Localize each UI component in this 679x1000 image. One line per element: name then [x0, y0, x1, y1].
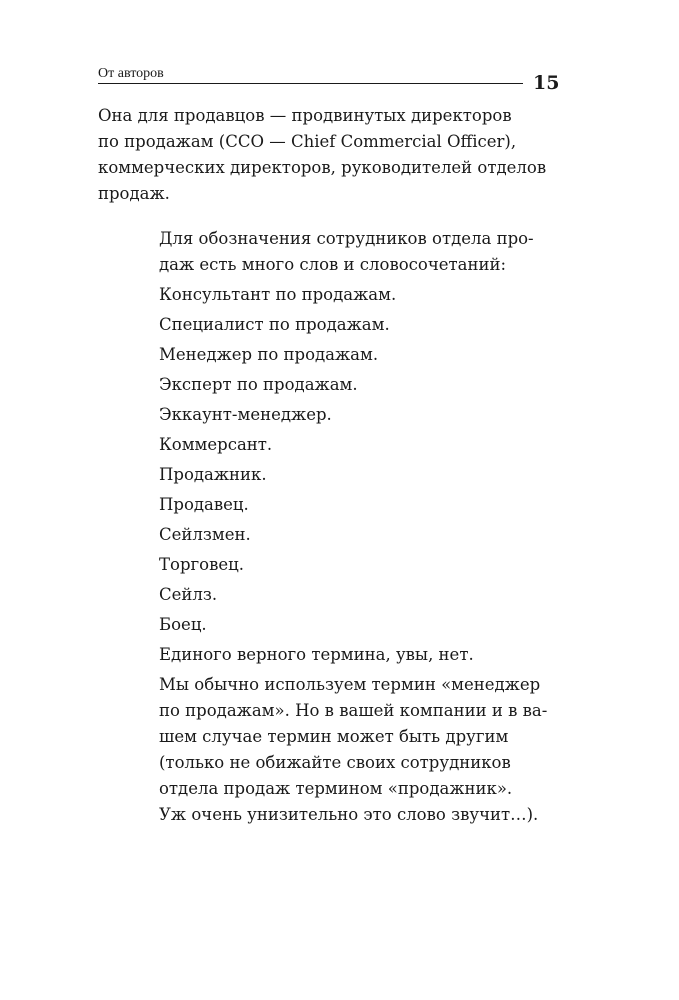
term-item	[159, 372, 539, 398]
term-item	[159, 552, 539, 578]
term-item	[159, 522, 539, 548]
text-line: шем случае термин может быть другим	[159, 727, 509, 746]
term-item	[159, 612, 539, 638]
term-item	[159, 282, 539, 308]
text-line: Для обозначения сотрудников отдела про-	[159, 229, 534, 248]
text-line: даж есть много слов и словосочетаний:	[159, 255, 507, 274]
text-line: Эксперт по продажам.	[159, 375, 358, 394]
terms-block	[159, 226, 548, 832]
intro-line: продаж.	[98, 184, 170, 203]
term-item	[159, 432, 539, 458]
text-line: Консультант по продажам.	[159, 285, 397, 304]
text-line: Боец.	[159, 615, 207, 634]
term-item	[159, 342, 539, 368]
text-line: Уж очень унизительно это слово звучит…).	[159, 805, 539, 824]
text-line: Продажник.	[159, 465, 267, 484]
text-line: отдела продаж термином «продажник».	[159, 779, 513, 798]
header-rule	[98, 83, 523, 84]
text-line: Специалист по продажам.	[159, 315, 390, 334]
text-line: Менеджер по продажам.	[159, 345, 379, 364]
text-line: по продажам». Но в вашей компании и в ва-	[159, 701, 548, 720]
intro-line: коммерческих директоров, руководителей отделов	[98, 158, 547, 177]
term-item	[159, 462, 539, 488]
term-item	[159, 582, 539, 608]
term-item	[159, 492, 539, 518]
intro-line: по продажам (CCO — Chief Commercial Officer),	[98, 132, 517, 151]
text-line: Мы обычно используем термин «менеджер	[159, 675, 541, 694]
text-line: Единого верного термина, увы, нет.	[159, 645, 474, 664]
text-line: Продавец.	[159, 495, 249, 514]
text-line: (только не обижайте своих сотрудников	[159, 753, 511, 772]
text-line: Сейлз.	[159, 585, 218, 604]
term-item	[159, 312, 539, 338]
text-line: Эккаунт-менеджер.	[159, 405, 332, 424]
term-item	[159, 402, 539, 428]
terms-intro-paragraph	[159, 226, 539, 278]
text-line: Торговец.	[159, 555, 244, 574]
closing-paragraph	[159, 672, 548, 828]
text-line: Коммерсант.	[159, 435, 273, 454]
text-line: Сейлзмен.	[159, 525, 251, 544]
intro-paragraph	[98, 103, 547, 207]
intro-line: Она для продавцов — продвинутых директоров	[98, 106, 512, 125]
page-number: 15	[533, 72, 560, 94]
conclusion-line	[159, 642, 539, 668]
running-head: От авторов	[98, 66, 164, 81]
